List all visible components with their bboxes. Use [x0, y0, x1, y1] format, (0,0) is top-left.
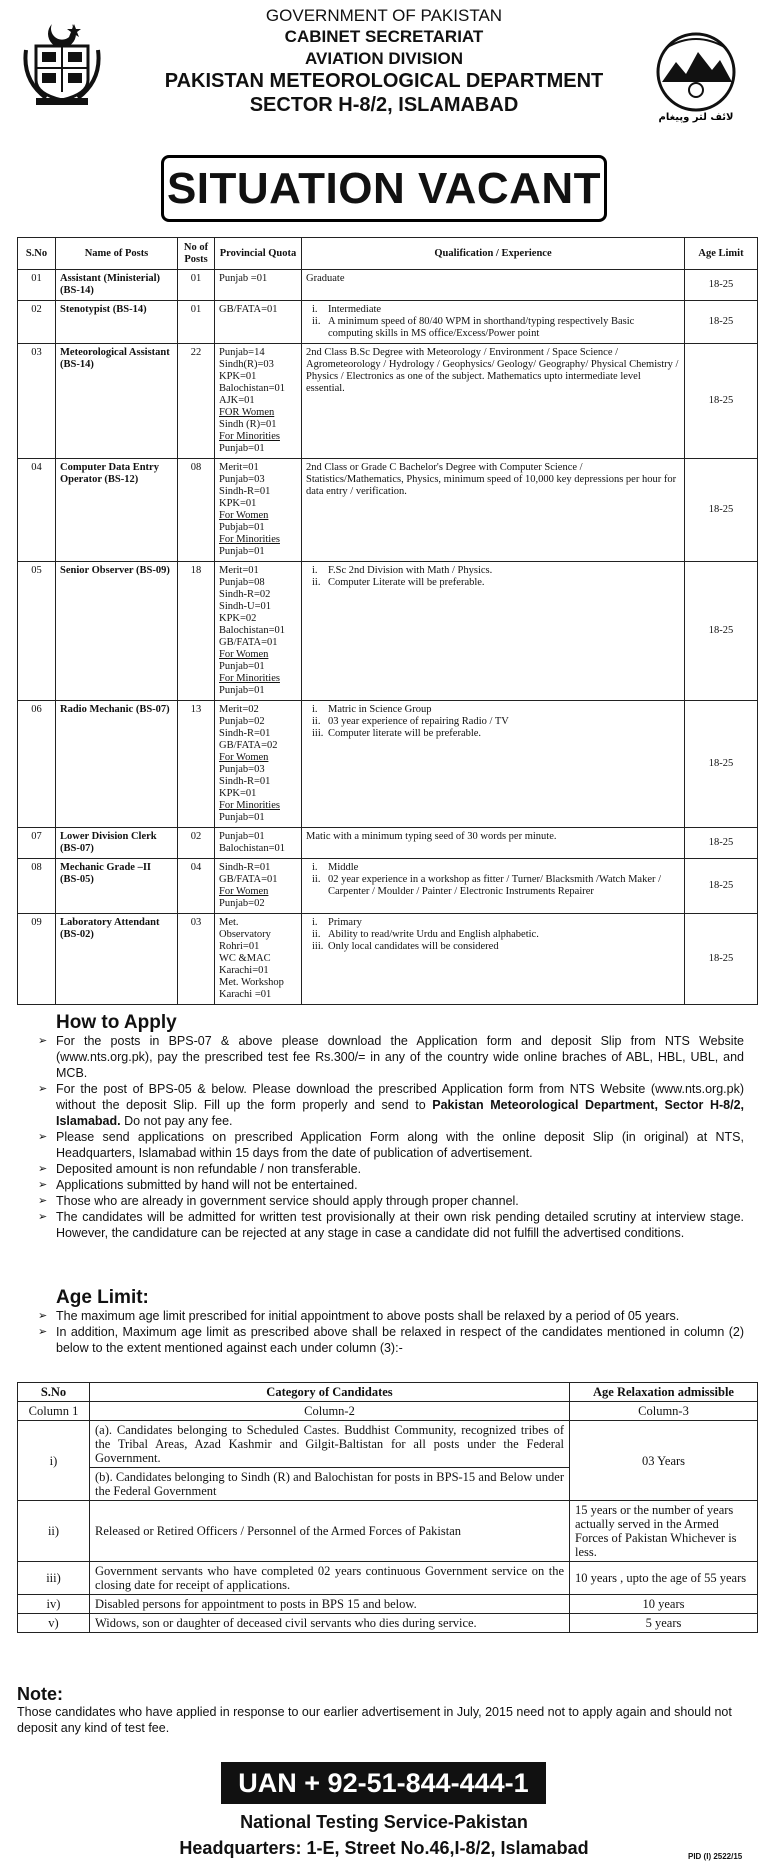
qualification-text: 2nd Class B.Sc Degree with Meteorology / Environment / Space Science / Agrometeorology / Hydrology / Geophysics/ Geology/ Geography/ Physical Chemistry / Physics / Electronics as one of the subject. Mathematics upto intermediate level essential.: [306, 347, 679, 394]
pid-number: PID (I) 2522/15: [688, 1852, 743, 1861]
relax-category: (a). Candidates belonging to Scheduled Castes. Buddhist Community, recognized tribes of the Tribal Areas, Azad Kashmir and Gilgit-Baltistan for all posts under the Federal Government.: [90, 1421, 570, 1468]
post-age-limit: 18-25: [685, 301, 758, 344]
relax-sno: ii): [18, 1501, 90, 1562]
posts-body: [18, 270, 758, 1005]
quota-line: Punjab=01: [219, 831, 265, 842]
qualification-item: [312, 874, 680, 898]
qualification-numeral: i.: [312, 917, 318, 928]
qualification-item-text: Only local candidates will be considered: [328, 941, 499, 952]
quota-line: GB/FATA=01: [219, 304, 278, 315]
post-count: 18: [178, 562, 215, 701]
col-age: Age Limit: [685, 238, 758, 270]
qualification-item-text: Intermediate: [328, 304, 382, 315]
qualification-item-text: 02 year experience in a workshop as fitter / Turner/ Blacksmith /Watch Maker / Carpenter / Moulder / Painter / Electronic Instruments Repairer: [328, 874, 662, 897]
relax-col-sno: S.No: [18, 1383, 90, 1402]
apply-item: [56, 1193, 744, 1209]
qualification-item-text: 03 year experience of repairing Radio / TV: [328, 716, 509, 727]
posts-table: [17, 237, 758, 1005]
qualification-item: [312, 577, 680, 589]
relax-row: [18, 1501, 758, 1562]
relax-category: Widows, son or daughter of deceased civil servants who dies during service.: [90, 1614, 570, 1633]
post-name-line: (BS-05): [60, 874, 94, 885]
post-qualification: [302, 859, 685, 914]
post-count: 13: [178, 701, 215, 828]
quota-line: GB/FATA=02: [219, 740, 278, 751]
post-sno: 09: [18, 914, 56, 1005]
quota-line: Punjab=02: [219, 898, 265, 909]
qualification-item-text: F.Sc 2nd Division with Math / Physics.: [328, 565, 493, 576]
post-quota: [215, 459, 302, 562]
apply-item-text: Please send applications on prescribed Application Form along with the online deposit Slip (in original) at NTS, Headquarters, Islamabad within 15 days from the date of publication of advertisement.: [56, 1130, 744, 1160]
post-name-line: (BS-02): [60, 929, 94, 940]
quota-line: KPK=02: [219, 613, 257, 624]
table-row: [18, 828, 758, 859]
relax-age: 10 years , upto the age of 55 years: [570, 1562, 758, 1595]
quota-line: Observatory: [219, 929, 271, 940]
quota-line: Punjab=01: [219, 812, 265, 823]
table-row: [18, 270, 758, 301]
post-count: 22: [178, 344, 215, 459]
col-sno: S.No: [18, 238, 56, 270]
apply-item-text: Those who are already in government service should apply through proper channel.: [56, 1194, 519, 1208]
relax-sno: v): [18, 1614, 90, 1633]
age-list: [0, 1308, 768, 1356]
post-age-limit: 18-25: [685, 344, 758, 459]
post-quota: [215, 270, 302, 301]
post-qualification: [302, 344, 685, 459]
how-to-apply-section: [0, 1013, 768, 1241]
apply-item: [56, 1033, 744, 1081]
qualification-item: [312, 929, 680, 941]
post-age-limit: 18-25: [685, 270, 758, 301]
post-name-line: Assistant (Ministerial): [60, 273, 161, 284]
quota-line: Balochistan=01: [219, 625, 285, 636]
post-sno: 05: [18, 562, 56, 701]
qualification-item-text: Computer literate will be preferable.: [328, 728, 482, 739]
quota-line: Punjab=01: [219, 661, 265, 672]
relax-row: [18, 1421, 758, 1468]
quota-line: KPK=01: [219, 788, 257, 799]
qualification-numeral: iii.: [312, 728, 324, 739]
post-age-limit: 18-25: [685, 914, 758, 1005]
qualification-item: [312, 304, 680, 316]
post-name-line: Senior Observer (BS-09): [60, 565, 170, 576]
post-sno: 07: [18, 828, 56, 859]
quota-line: For Minorities: [219, 673, 280, 684]
qualification-item-text: Computer Literate will be preferable.: [328, 577, 485, 588]
quota-line: Sindh(R)=03: [219, 359, 274, 370]
post-name-line: Radio Mechanic (BS-07): [60, 704, 170, 715]
post-name: [56, 914, 178, 1005]
relax-body: [18, 1421, 758, 1633]
post-name-line: Lower Division Clerk: [60, 831, 157, 842]
qualification-item: [312, 728, 680, 740]
relax-column-3: Column-3: [570, 1402, 758, 1421]
how-to-apply-title: How to Apply: [56, 1012, 177, 1033]
header-cabinet: CABINET SECRETARIAT: [284, 27, 484, 46]
post-name-line: (BS-14): [60, 359, 94, 370]
qualification-numeral: ii.: [312, 577, 321, 588]
qualification-item: [312, 716, 680, 728]
post-name-line: Operator (BS-12): [60, 474, 139, 485]
qualification-item: [312, 941, 680, 953]
note-title: Note:: [17, 1684, 63, 1704]
quota-line: For Minorities: [219, 534, 280, 545]
apply-item-text: Deposited amount is non refundable / non transferable.: [56, 1162, 362, 1176]
quota-line: KPK=01: [219, 498, 257, 509]
quota-line: Punjab=01: [219, 443, 265, 454]
relax-category: (b). Candidates belonging to Sindh (R) and Balochistan for posts in BPS-15 and Below under the Federal Government: [90, 1468, 570, 1501]
quota-line: KPK=01: [219, 371, 257, 382]
qualification-item: [312, 316, 680, 340]
quota-line: Punjab=02: [219, 716, 265, 727]
header-sector: SECTOR H-8/2, ISLAMABAD: [249, 94, 519, 116]
uan-number: UAN + 92-51-844-444-1: [221, 1762, 546, 1804]
post-age-limit: 18-25: [685, 701, 758, 828]
qualification-item: [312, 704, 680, 716]
apply-item-address: Pakistan Meteorological Department, Sector H-8/2, Islamabad.: [56, 1098, 745, 1128]
quota-line: Sindh (R)=01: [219, 419, 277, 430]
post-name-line: (BS-14): [60, 285, 94, 296]
post-qualification: [302, 701, 685, 828]
relax-col-age: Age Relaxation admissible: [570, 1383, 758, 1402]
post-quota: [215, 859, 302, 914]
quota-line: For Minorities: [219, 431, 280, 442]
quota-line: AJK=01: [219, 395, 255, 406]
quota-line: Sindh-R=01: [219, 486, 271, 497]
relax-category: Disabled persons for appointment to posts in BPS 15 and below.: [90, 1595, 570, 1614]
quota-line: FOR Women: [219, 407, 275, 418]
qualification-item: [312, 917, 680, 929]
quota-line: Punjab=01: [219, 546, 265, 557]
quota-line: For Women: [219, 510, 269, 521]
quota-line: Merit=01: [219, 565, 259, 576]
qualification-item-text: Middle: [328, 862, 359, 873]
note-section: [17, 1684, 752, 1736]
apply-list: [0, 1033, 768, 1241]
quota-line: Sindh-R=01: [219, 728, 271, 739]
qualification-numeral: i.: [312, 862, 318, 873]
qualification-item-text: Primary: [328, 917, 362, 928]
quota-line: Rohri=01: [219, 941, 260, 952]
post-name-line: Computer Data Entry: [60, 462, 159, 473]
quota-line: Balochistan=01: [219, 383, 285, 394]
apply-item: [56, 1209, 744, 1241]
qualification-numeral: i.: [312, 565, 318, 576]
post-name: [56, 301, 178, 344]
qualification-list: [306, 304, 680, 340]
post-name-line: Laboratory Attendant: [60, 917, 160, 928]
table-row: [18, 459, 758, 562]
quota-line: Balochistan=01: [219, 843, 285, 854]
post-count: 03: [178, 914, 215, 1005]
quota-line: For Minorities: [219, 800, 280, 811]
age-limit-section: [0, 1288, 768, 1356]
quota-line: Met.: [219, 917, 239, 928]
apply-item: [56, 1177, 744, 1193]
post-name: [56, 270, 178, 301]
apply-item: [56, 1161, 744, 1177]
col-num: No of Posts: [178, 238, 215, 270]
header-aviation: AVIATION DIVISION: [304, 49, 464, 68]
apply-item: [56, 1081, 744, 1129]
post-name-line: Meteorological Assistant: [60, 347, 170, 358]
table-row: [18, 562, 758, 701]
qualification-item: [312, 565, 680, 577]
relax-sno: iv): [18, 1595, 90, 1614]
relax-row: [18, 1595, 758, 1614]
relax-sno: iii): [18, 1562, 90, 1595]
relax-col-category: Category of Candidates: [90, 1383, 570, 1402]
post-count: 08: [178, 459, 215, 562]
quota-line: Karachi =01: [219, 989, 272, 1000]
col-name: Name of Posts: [56, 238, 178, 270]
quota-line: Punjab=03: [219, 474, 265, 485]
quota-line: For Women: [219, 752, 269, 763]
qualification-numeral: ii.: [312, 874, 321, 885]
relax-age: 10 years: [570, 1595, 758, 1614]
relax-column-2: Column-2: [90, 1402, 570, 1421]
post-sno: 02: [18, 301, 56, 344]
qualification-list: [306, 862, 680, 898]
table-row: [18, 301, 758, 344]
note-text: Those candidates who have applied in response to our earlier advertisement in July, 2015 need not to apply again and should not deposit any kind of test fee.: [17, 1705, 732, 1735]
quota-line: Merit=01: [219, 462, 259, 473]
table-row: [18, 701, 758, 828]
post-quota: [215, 828, 302, 859]
qualification-item-text: Ability to read/write Urdu and English alphabetic.: [328, 929, 539, 940]
post-name: [56, 828, 178, 859]
relax-age: 03 Years: [570, 1421, 758, 1501]
qualification-list: [306, 917, 680, 953]
relax-row: [18, 1614, 758, 1633]
post-qualification: [302, 301, 685, 344]
post-sno: 08: [18, 859, 56, 914]
quota-line: Pubjab=01: [219, 522, 265, 533]
qualification-item: [312, 862, 680, 874]
seal-text: لائف لتر وپیغام: [658, 112, 734, 123]
post-name: [56, 701, 178, 828]
post-sno: 01: [18, 270, 56, 301]
relax-column-1: Column 1: [18, 1402, 90, 1421]
table-row: [18, 859, 758, 914]
qualification-text: Graduate: [306, 273, 345, 284]
qualification-numeral: ii.: [312, 716, 321, 727]
age-limit-title: Age Limit:: [56, 1287, 149, 1308]
post-quota: [215, 562, 302, 701]
quota-line: WC &MAC: [219, 953, 271, 964]
post-qualification: [302, 914, 685, 1005]
qualification-numeral: ii.: [312, 316, 321, 327]
relax-category: Released or Retired Officers / Personnel of the Armed Forces of Pakistan: [90, 1501, 570, 1562]
post-name: [56, 859, 178, 914]
apply-item: [56, 1129, 744, 1161]
age-limit-item: ➢ In addition, Maximum age limit as prescribed above shall be relaxed in respect of the candidates mentioned in column (2) below to the extent mentioned against each under column (3):-: [56, 1324, 744, 1356]
post-qualification: [302, 270, 685, 301]
relax-row: [18, 1562, 758, 1595]
post-qualification: [302, 828, 685, 859]
relax-age: 5 years: [570, 1614, 758, 1633]
apply-item-text: Applications submitted by hand will not be entertained.: [56, 1178, 358, 1192]
post-sno: 03: [18, 344, 56, 459]
quota-line: Sindh-R=01: [219, 862, 271, 873]
post-name: [56, 562, 178, 701]
relax-header-row: [18, 1383, 758, 1402]
post-name-line: (BS-07): [60, 843, 94, 854]
relax-column-row: [18, 1402, 758, 1421]
col-quota: Provincial Quota: [215, 238, 302, 270]
age-limit-item: ➢ The maximum age limit prescribed for initial appointment to above posts shall be relaxed by a period of 05 years.: [56, 1308, 744, 1324]
qualification-list: [306, 565, 680, 589]
post-qualification: [302, 562, 685, 701]
post-sno: 06: [18, 701, 56, 828]
quota-line: Sindh-U=01: [219, 601, 272, 612]
qualification-text: Matic with a minimum typing seed of 30 words per minute.: [306, 831, 557, 842]
situation-vacant-banner: SITUATION VACANT: [161, 155, 607, 222]
col-qual: Qualification / Experience: [302, 238, 685, 270]
post-quota: [215, 344, 302, 459]
quota-line: Punjab=14: [219, 347, 265, 358]
apply-item-text: For the post of BPS-05 & below. Please download the prescribed Application form from NTS Website (www.nts.org.pk) without the deposit Slip. Fill up the form properly and send to: [56, 1082, 744, 1112]
quota-line: For Women: [219, 649, 269, 660]
qualification-numeral: i.: [312, 704, 318, 715]
post-age-limit: 18-25: [685, 859, 758, 914]
quota-line: GB/FATA=01: [219, 874, 278, 885]
qualification-numeral: ii.: [312, 929, 321, 940]
post-name-line: Mechanic Grade –II: [60, 862, 151, 873]
header: [0, 0, 768, 155]
quota-line: For Women: [219, 886, 269, 897]
apply-item-text: The candidates will be admitted for written test provisionally at their own risk pending detailed scrutiny at interview stage. However, the candidature can be rejected at any stage in case a candidate did not fulfill the advertised conditions.: [56, 1210, 744, 1240]
table-row: [18, 914, 758, 1005]
age-relaxation-table: [17, 1382, 758, 1633]
footer-address: Headquarters: 1-E, Street No.46,I-8/2, Islamabad: [179, 1838, 589, 1858]
post-count: 02: [178, 828, 215, 859]
quota-line: Punjab=01: [219, 685, 265, 696]
qualification-item-text: A minimum speed of 80/40 WPM in shorthand/typing respectively Basic computing skills in MS office/Excess/Power point: [328, 316, 635, 339]
post-age-limit: 18-25: [685, 828, 758, 859]
relax-age: 15 years or the number of years actually served in the Armed Forces of Pakistan Whichever is less.: [570, 1501, 758, 1562]
post-age-limit: 18-25: [685, 459, 758, 562]
quota-line: Karachi=01: [219, 965, 269, 976]
post-quota: [215, 301, 302, 344]
post-name: [56, 344, 178, 459]
post-sno: 04: [18, 459, 56, 562]
relax-sno: i): [18, 1421, 90, 1501]
header-department: PAKISTAN METEOROLOGICAL DEPARTMENT: [164, 70, 604, 92]
post-qualification: [302, 459, 685, 562]
pmd-seal-icon: [648, 28, 744, 124]
post-count: 01: [178, 301, 215, 344]
qualification-numeral: i.: [312, 304, 318, 315]
quota-line: Sindh-R=02: [219, 589, 271, 600]
posts-header-row: [18, 238, 758, 270]
post-name: [56, 459, 178, 562]
relax-category: Government servants who have completed 02 years continuous Government service on the closing date for receipt of applications.: [90, 1562, 570, 1595]
post-count: 01: [178, 270, 215, 301]
apply-item-tail: Do not pay any fee.: [120, 1114, 233, 1128]
apply-item-text: For the posts in BPS-07 & above please download the Application form and deposit Slip from NTS Website (www.nts.org.pk), pay the prescribed test fee Rs.300/= in any of the country wide online braches of ABL, HBL, UBL, and MCB.: [56, 1034, 744, 1080]
post-quota: [215, 701, 302, 828]
quota-line: Punjab =01: [219, 273, 268, 284]
quota-line: Sindh-R=01: [219, 776, 271, 787]
footer-org: National Testing Service-Pakistan: [240, 1812, 528, 1832]
post-name-line: Stenotypist (BS-14): [60, 304, 147, 315]
qualification-text: 2nd Class or Grade C Bachelor's Degree with Computer Science / Statistics/Mathematics, Physics, minimum speed of 10,000 key depressions per hour for data entry / verification.: [306, 462, 677, 497]
qualification-item-text: Matric in Science Group: [328, 704, 432, 715]
post-age-limit: 18-25: [685, 562, 758, 701]
quota-line: GB/FATA=01: [219, 637, 278, 648]
quota-line: Met. Workshop: [219, 977, 284, 988]
qualification-list: [306, 704, 680, 740]
quota-line: Punjab=03: [219, 764, 265, 775]
post-count: 04: [178, 859, 215, 914]
table-row: [18, 344, 758, 459]
header-government: GOVERNMENT OF PAKISTAN: [265, 6, 503, 25]
quota-line: Merit=02: [219, 704, 259, 715]
qualification-numeral: iii.: [312, 941, 324, 952]
post-quota: [215, 914, 302, 1005]
quota-line: Punjab=08: [219, 577, 265, 588]
